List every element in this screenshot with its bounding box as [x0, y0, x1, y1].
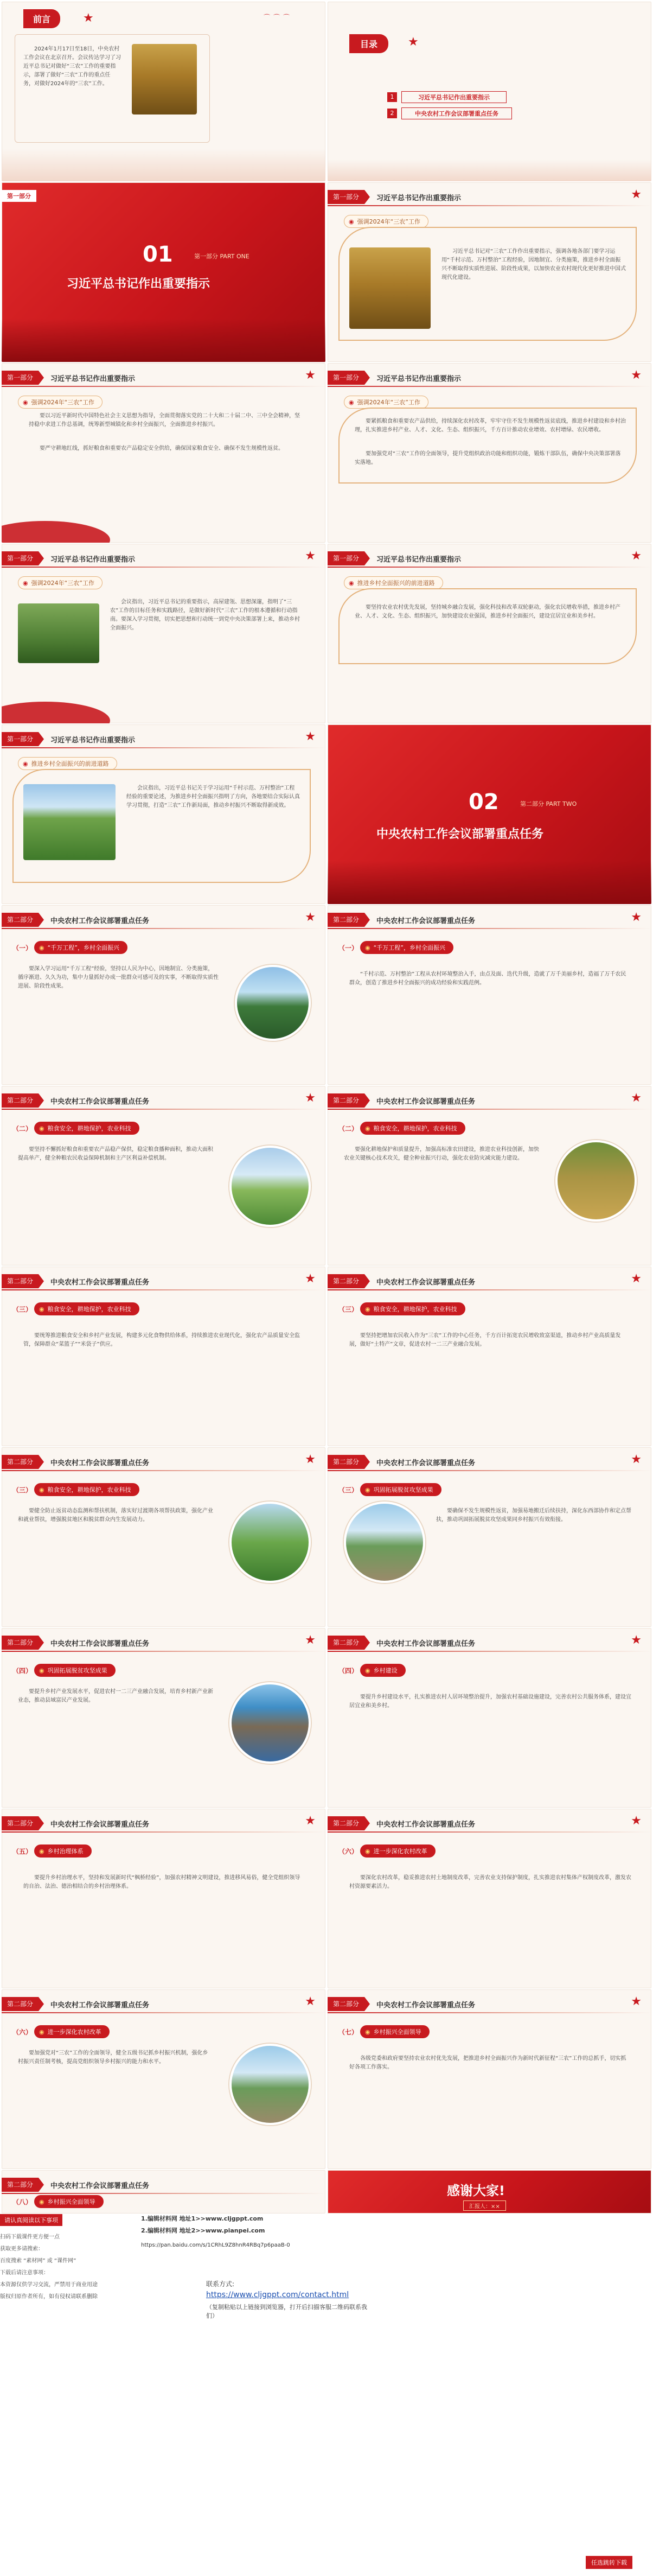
part-tag: 第二部分: [328, 1636, 364, 1650]
slide-12: [328, 905, 651, 1085]
star-icon: ★: [631, 188, 642, 201]
body-text: 要坚持不懈抓好粮食和重要农产品稳产保供，稳定粮食播种面积，推动大面积提高单产，健全种粮农民收益保障机制和主产区利益补偿机制。: [18, 1147, 213, 1161]
header-title: 中央农村工作会议部署重点任务: [376, 1820, 476, 1829]
harvest-image: [555, 1140, 637, 1222]
part-tag: 第二部分: [328, 1455, 364, 1469]
header-title: 习近平总书记作出重要指示: [376, 555, 462, 564]
part-tag: 第二部分: [2, 1816, 39, 1830]
landscape-image: [23, 784, 116, 860]
bottom-fade: [328, 160, 651, 181]
part-tag: 第二部分: [328, 1816, 364, 1830]
part-tag: 第二部分: [328, 1997, 364, 2011]
header-title: 中央农村工作会议部署重点任务: [376, 1097, 476, 1106]
header-title: 中央农村工作会议部署重点任务: [376, 1278, 476, 1287]
header-title: 中央农村工作会议部署重点任务: [50, 1278, 150, 1287]
topic-pill: ◉ 强调2024年“三农”工作: [18, 396, 103, 409]
body-text: 要提升乡村治理水平，坚持和发展新时代“枫桥经验”，加强农村精神文明建设，推进移风易俗，健全党组织领导的自治、法治、德治相结合的乡村治理体系。: [23, 1875, 300, 1890]
star-icon: ★: [305, 549, 316, 563]
part-number: 02: [469, 790, 499, 815]
slide-7: [2, 544, 325, 723]
section-number: （七）: [338, 2028, 358, 2036]
body-text: 要坚持农业农村优先发展，坚持城乡融合发展，强化科技和改革双轮驱动，强化农民增收举措，推进乡村产业、人才、文化、生态、组织振兴，加快建设农业强国，推进乡村全面振兴，建设宜居宜业和美乡村。: [355, 605, 620, 619]
star-icon: ★: [305, 730, 316, 743]
slide-5: [2, 363, 325, 543]
header-title: 中央农村工作会议部署重点任务: [376, 917, 476, 925]
wave-decoration: [2, 521, 110, 543]
slide-23: [2, 1989, 325, 2169]
star-icon: ★: [631, 1814, 642, 1828]
part-tag: 第二部分: [2, 1455, 39, 1469]
topic-pill: ◉ 强调2024年“三农”工作: [18, 576, 103, 589]
section-number: （一）: [338, 944, 358, 952]
slide-9: [2, 724, 325, 904]
body-text: 要加强党对“三农”工作的全面领导，健全五级书记抓乡村振兴机制，强化乡村振兴责任制考核，提高党组织领导乡村振兴的能力和水平。: [18, 2050, 208, 2065]
header-title: 中央农村工作会议部署重点任务: [50, 2181, 150, 2190]
preface-text: 2024年1月17日至18日，中央农村工作会议在北京召开。会议传达学习了习近平总书记对做好“三农”工作的重要指示，部署了做好“三农”工作的重点任务，对做好2024年的“三农”工作。: [23, 46, 121, 87]
bottom-shade: [328, 861, 651, 904]
slide-25: [2, 2170, 325, 2214]
topic-pill: ◉ 巩固拓展脱贫攻坚成果: [34, 1664, 116, 1677]
field-image: [229, 1502, 311, 1583]
aerial-image: [229, 2044, 311, 2125]
slide-20: [328, 1628, 651, 1808]
hills-image: [229, 1146, 311, 1227]
body-text: 要提升乡村产业发展水平，促进农村一二三产业融合发展，培育乡村新产业新业态，推动县域富民产业发展。: [18, 1689, 213, 1703]
topic-pill: ◉ 乡村振兴全面领导: [360, 2025, 430, 2038]
header-title: 中央农村工作会议部署重点任务: [376, 1459, 476, 1467]
bottom-shade: [2, 319, 325, 362]
toc-label-2: 中央农村工作会议部署重点任务: [401, 107, 512, 119]
part-tag: 第一部分: [328, 190, 364, 204]
slide-11: [2, 905, 325, 1085]
star-icon: ★: [631, 1272, 642, 1286]
star-icon: ★: [305, 1814, 316, 1828]
part-tag: 第一部分: [2, 551, 39, 565]
wheat-image: [349, 247, 431, 329]
topic-pill: ◉ 乡村治理体系: [34, 1844, 92, 1858]
topic-pill: ◉ 推进乡村全面振兴的前进道路: [18, 757, 117, 770]
star-icon: ★: [408, 35, 419, 49]
slide-19: [2, 1628, 325, 1808]
slide-18: [328, 1447, 651, 1627]
section-number: （三）: [12, 1486, 33, 1494]
body-text: 要统筹推进粮食安全和乡村产业发展，构建多元化食物供给体系，持续推进农业现代化，强化农产品质量安全监管，保障群众“菜篮子”“米袋子”供应。: [23, 1333, 300, 1347]
part-tag: 第一部分: [2, 732, 39, 746]
section-number: （三）: [338, 1486, 358, 1494]
slide-24: [328, 1989, 651, 2169]
header-title: 习近平总书记作出重要指示: [50, 736, 136, 745]
part-tag: 第二部分: [328, 1274, 364, 1288]
notes-line: 下载后请注意事项：: [0, 2270, 49, 2276]
thanks-title: 感谢大家!: [447, 2183, 505, 2198]
section-number: （六）: [12, 2028, 33, 2036]
notes-title: 请认真阅读以下事项: [0, 2214, 62, 2226]
body-text: 习近平总书记对“三农”工作作出重要指示，强调各地各部门要学习运用“千村示范、万村整治”工程经验，因地制宜、分类施策，推进乡村全面振兴不断取得实质性进展、阶段性成果，以加快农业农村现代化更好推进中国式现代化建设。: [441, 249, 626, 281]
header-title: 中央农村工作会议部署重点任务: [50, 917, 150, 925]
header-title: 习近平总书记作出重要指示: [50, 374, 136, 383]
topic-pill: ◉ 进一步深化农村改革: [34, 2025, 110, 2038]
section-number: （六）: [338, 1848, 358, 1855]
topic-pill: ◉ 粮食安全，耕地保护，农业科技: [34, 1302, 139, 1315]
wave-decoration: [2, 702, 110, 723]
section-number: （三）: [338, 1306, 358, 1313]
contact-title: 联系方式:: [206, 2280, 235, 2288]
section-number: （二）: [12, 1125, 33, 1133]
star-icon: ★: [631, 1995, 642, 2008]
farmers-image: [18, 603, 99, 663]
body-text-2: 要严守耕地红线，抓好粮食和重要农产品稳定安全供给，确保国家粮食安全、确保不发生规模性返贫。: [40, 446, 284, 451]
header-title: 中央农村工作会议部署重点任务: [50, 1820, 150, 1829]
topic-pill: ◉ 粮食安全，耕地保护，农业科技: [360, 1302, 465, 1315]
part-tag: 第二部分: [328, 1093, 364, 1108]
star-icon: ★: [305, 911, 316, 924]
slide-13: [2, 1086, 325, 1265]
toc-item-1[interactable]: [387, 91, 507, 103]
header-title: 中央农村工作会议部署重点任务: [376, 2001, 476, 2009]
notes-line: 扫码下载课件更方便一点: [0, 2234, 60, 2240]
header-title: 中央农村工作会议部署重点任务: [50, 1639, 150, 1648]
slide-15: [2, 1267, 325, 1446]
presenter-label: 汇报人：××: [463, 2200, 506, 2211]
slide-preface: [2, 2, 325, 181]
body-text-2: 要加强党对“三农”工作的全面领导，提升党组织政治功能和组织功能，锻炼干部队伍，确保中央决策部署落实落地。: [355, 451, 621, 466]
part-tag: 第一部分: [2, 371, 39, 385]
town-image: [344, 1502, 425, 1583]
toc-item-2[interactable]: [387, 107, 512, 119]
section-number: （三）: [12, 1306, 33, 1313]
header-title: 中央农村工作会议部署重点任务: [50, 1097, 150, 1106]
star-icon: ★: [305, 1453, 316, 1466]
notes-line: 本资源仅供学习交流，严禁用于商业用途: [0, 2282, 98, 2288]
part-title: 习近平总书记作出重要指示: [67, 277, 210, 291]
slide-16: [328, 1267, 651, 1446]
body-text: 会议指出，习近平总书记的重要指示，高屋建瓴、思想深邃，指明了“三农”工作的目标任务和实践路径，是做好新时代“三农”工作的根本遵循和行动指南。要深入学习贯彻，切实把思想和行动统一到党中央决策部署上来，推动乡村全面振兴。: [110, 599, 300, 631]
part-tag: 第二部分: [328, 913, 364, 927]
topic-pill: ◉ 推进乡村全面振兴的前进道路: [344, 576, 443, 589]
toc-label-1: 习近平总书记作出重要指示: [401, 91, 507, 103]
star-icon: ★: [631, 911, 642, 924]
body-text: 要深化农村改革，稳妥推进农村土地制度改革，完善农业支持保护制度，扎实推进农村集体产权制度改革，激发农村资源要素活力。: [349, 1875, 631, 1890]
slide-17: [2, 1447, 325, 1627]
topic-pill: ◉ 进一步深化农村改革: [360, 1844, 436, 1858]
slide-6: [328, 363, 651, 543]
body-text: 要紧抓粮食和重要农产品供给，持续深化农村改革，牢牢守住不发生规模性返贫底线，推进乡村建设和乡村治理，扎实推进乡村产业、人才、文化、生态、组织振兴，千方百计推动农业增效、农村增绿、农民增收。: [355, 418, 626, 433]
star-icon: ★: [631, 1091, 642, 1105]
star-icon: ★: [631, 549, 642, 563]
section-number: （八）: [12, 2198, 33, 2206]
part-tag: 第二部分: [2, 1093, 39, 1108]
content-frame: [338, 588, 637, 664]
star-icon: ★: [631, 368, 642, 382]
preface-title: 前言: [23, 9, 60, 28]
toc-num-1: 1: [387, 92, 397, 102]
notes-line: 版权归原作者所有，如有侵权请联系删除: [0, 2294, 98, 2300]
star-icon: ★: [305, 1272, 316, 1286]
slide-toc: [328, 2, 651, 181]
part-tag: 第二部分: [2, 913, 39, 927]
contact-note: （复制粘贴以上链接到浏览器，打开后扫描客服二维码联系我们）: [206, 2304, 367, 2319]
star-icon: ★: [631, 1453, 642, 1466]
body-text: 要以习近平新时代中国特色社会主义思想为指导，全面贯彻落实党的二十大和二十届二中、三中全会精神，坚持稳中求进工作总基调，统筹新型城镇化和乡村全面振兴，全面推进乡村振兴。: [29, 413, 300, 428]
star-icon: ★: [305, 1091, 316, 1105]
part-label: 第二部分 PART TWO: [520, 800, 577, 807]
body-text: 要确保不发生规模性返贫，加强易地搬迁后续扶持，深化东西部协作和定点帮扶，推动巩固拓展脱贫攻坚成果同乡村振兴有效衔接。: [436, 1508, 631, 1523]
part-number: 01: [143, 242, 173, 267]
topic-pill: ◉ 乡村振兴全面领导: [34, 2195, 104, 2208]
slide-21: [2, 1809, 325, 1988]
header-title: 中央农村工作会议部署重点任务: [376, 1639, 476, 1648]
section-number: （二）: [338, 1125, 358, 1133]
topic-pill: ◉ “千万工程”，乡村全面振兴: [34, 941, 127, 954]
notes-left-lines: [0, 2231, 130, 2303]
part-tag: 第二部分: [2, 1997, 39, 2011]
body-text: 要健全防止返贫动态监测和帮扶机制，落实好过渡期各项帮扶政策，强化产业和就业帮扶，增强脱贫地区和脱贫群众内生发展动力。: [18, 1508, 213, 1523]
star-icon: ★: [305, 368, 316, 382]
header-title: 中央农村工作会议部署重点任务: [50, 2001, 150, 2009]
star-icon: ★: [305, 1995, 316, 2008]
body-text: 各级党委和政府要坚持农业农村优先发展，把推进乡村全面振兴作为新时代新征程“三农”工作的总抓手，切实抓好各项工作落实。: [349, 2056, 626, 2070]
body-text: 要深入学习运用“千万工程”经验，坚持以人民为中心，因地制宜、分类施策，循序渐进、久久为功，集中力量抓好办成一批群众可感可及的实事，不断取得实质性进展、阶段性成果。: [18, 966, 219, 989]
download-button[interactable]: 任选跳转下载: [586, 2556, 632, 2569]
slide-22: [328, 1809, 651, 1988]
part-tag: 第二部分: [2, 1274, 39, 1288]
section-number: （五）: [12, 1848, 33, 1855]
header-title: 习近平总书记作出重要指示: [376, 194, 462, 202]
notes-link[interactable]: https://pan.baidu.com/s/1CRhL9Z8hnR4RBq7p6paaB-0: [141, 2242, 290, 2248]
contact-link[interactable]: https://www.cljgppt.com/contact.html: [206, 2291, 349, 2299]
topic-pill: ◉ 粮食安全，耕地保护，农业科技: [360, 1122, 465, 1135]
notes-line: 获取更多请搜索：: [0, 2246, 43, 2252]
body-text: 要强化耕地保护和质量提升，加强高标准农田建设，推进农业科技创新，加快农业关键核心技术攻关，健全种业振兴行动，强化农业防灾减灾能力建设。: [344, 1147, 539, 1161]
star-icon: ★: [305, 1633, 316, 1647]
section-number: （四）: [338, 1667, 358, 1675]
slide-4: [328, 182, 651, 362]
header-title: 习近平总书记作出重要指示: [376, 374, 462, 383]
part-label: 第一部分 PART ONE: [194, 253, 249, 260]
slide-part-one: [2, 182, 325, 362]
body-text: “千村示范、万村整治”工程从农村环境整治入手，由点及面、迭代升级，造就了万千美丽乡村，造福了万千农民群众，创造了推进乡村全面振兴的成功经验和实践范例。: [349, 971, 626, 986]
footer-notes: [0, 2214, 653, 2576]
village-image: [235, 965, 311, 1041]
notes-line: 百度搜索 “素材网” 或 “课件网”: [0, 2258, 76, 2264]
star-icon: ★: [631, 1633, 642, 1647]
section-number: （四）: [12, 1667, 33, 1675]
body-text: 会议指出，习近平总书记关于学习运用“千村示范、万村整治”工程经验的重要论述，为推进乡村全面振兴指明了方向，各地要结合实际认真学习贯彻，打造“三农”工作新局面，推动乡村振兴不断取得新成效。: [126, 785, 300, 809]
bird-icon: ⌒⌒⌒: [263, 14, 293, 21]
slide-header: [328, 190, 461, 204]
part-tag: 第二部分: [2, 1636, 39, 1650]
topic-pill: ◉ 粮食安全，耕地保护，农业科技: [34, 1483, 139, 1496]
topic-pill: ◉ “千万工程”，乡村全面振兴: [360, 941, 453, 954]
notes-url-1: 1.编辑材料网 地址1>>www.cljgppt.com: [141, 2215, 264, 2222]
body-text: 要提升乡村建设水平，扎实推进农村人居环境整治提升，加强农村基础设施建设，完善农村公共服务体系，建设宜居宜业和美乡村。: [349, 1694, 631, 1709]
body-text: 要坚持把增加农民收入作为“三农”工作的中心任务，千方百计拓宽农民增收致富渠道，推动乡村产业高质量发展，做好“土特产”文章，促进农村一二三产业融合发展。: [349, 1333, 621, 1347]
preface-frame: [15, 34, 210, 143]
mountain-image: [229, 1682, 311, 1764]
toc-num-2: 2: [387, 109, 397, 118]
slide-8: [328, 544, 651, 723]
topic-pill: ◉ 强调2024年“三农”工作: [344, 215, 428, 228]
bottom-fade: [2, 149, 325, 181]
star-icon: ★: [83, 11, 94, 25]
toc-title: 目录: [349, 34, 388, 53]
section-number: （一）: [12, 944, 33, 952]
topic-pill: ◉ 粮食安全，耕地保护，农业科技: [34, 1122, 139, 1135]
notes-url-2: 2.编辑材料网 地址2>>www.pianpei.com: [141, 2227, 265, 2234]
topic-pill: ◉ 强调2024年“三农”工作: [344, 396, 428, 409]
slide-14: [328, 1086, 651, 1265]
topic-pill: ◉ 巩固拓展脱贫攻坚成果: [360, 1483, 441, 1496]
header-title: 中央农村工作会议部署重点任务: [50, 1459, 150, 1467]
part-tag: 第一部分: [2, 190, 36, 202]
part-tag: 第一部分: [328, 551, 364, 565]
slide-thanks: [328, 2170, 651, 2214]
part-title: 中央农村工作会议部署重点任务: [376, 828, 544, 841]
slide-part-two: [328, 724, 651, 904]
topic-pill: ◉ 乡村建设: [360, 1664, 406, 1677]
part-tag: 第一部分: [328, 371, 364, 385]
header-title: 习近平总书记作出重要指示: [50, 555, 136, 564]
part-tag: 第二部分: [2, 2178, 39, 2192]
